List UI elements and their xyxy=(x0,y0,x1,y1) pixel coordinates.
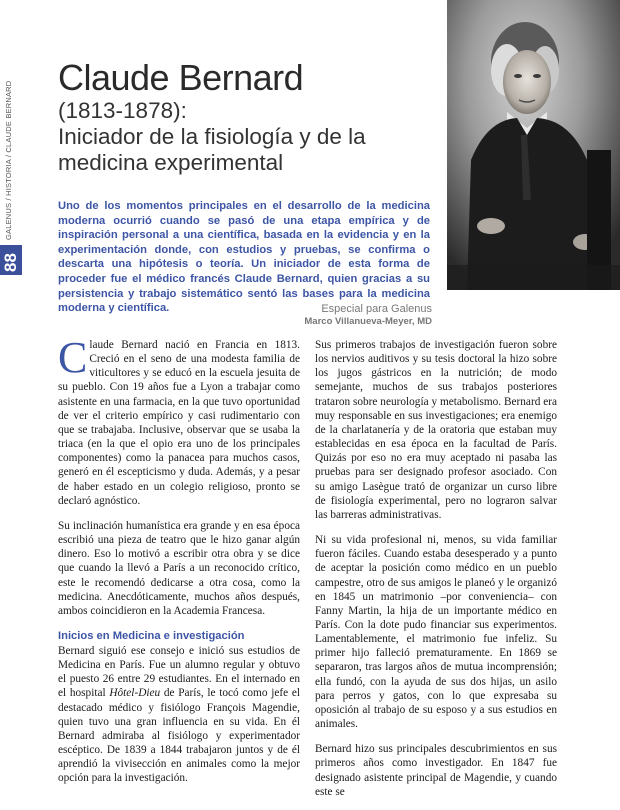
drop-cap: C xyxy=(58,333,88,382)
page-number-box xyxy=(0,245,22,275)
paragraph: Ni su vida profesional ni, menos, su vida familiar fueron fáciles. Cuando estaba desesperado y a punto de aceptar la posición como médico en un pueblo campestre, otro de sus amigos le planeó y le organizó en 1845 un matrimonio –por conveniencia– con Fanny Martin, la hija de un importante médico en París. Con la dote pudo financiar sus experimentos. Lamentablemente, el matrimonio fue infeliz. Su primer hijo falleció prematuramente. En 1869 se separaron, tras largos años de mutua incomprensión; ella fundó, con la ayuda de sus dos hijas, un asilo para perros y gatos, con lo que expresaba su oposición al trabajo de su esposo y a sus estudios en animales. xyxy=(315,534,557,731)
side-strip: GALENUS / HISTORIA / CLAUDE BERNARD 88 xyxy=(0,0,22,802)
byline xyxy=(304,302,432,328)
section-heading: Inicios en Medicina e investigación xyxy=(58,629,245,642)
title-subtitle-line2: medicina experimental xyxy=(58,150,284,175)
paragraph: Sus primeros trabajos de investigación fueron sobre los nervios auditivos y su tesis doctoral la hizo sobre los jugos gástricos en la nutrición; de modo semejante, muchos de sus trabajos posteriores trataron sobre neurología y metabolismo. Bernard era muy responsable en sus investigaciones; era enemigo de la charlatanería y de la oratoria que estaban muy establecidas en esa época en la facultad de París. Quizás por eso no era muy aceptado ni pasaba las pruebas para ser designado profesor asociado. Con su amigo Lasègue trató de organizar un curso libre de fisiología experimental, pero no lograron salvar las barreras administrativas. xyxy=(315,339,557,521)
title-subtitle-line1: Iniciador de la fisiología y de la xyxy=(58,124,366,149)
lead-paragraph: Uno de los momentos principales en el desarrollo de la medicina moderna ocurrió cuando se pasó de una etapa empírica y de inspiración personal a una científica, basada en la evidencia y en la experimentación donde, con estudios y pruebas, se confirma o descarta una hipótesis o teoría. Un iniciador de esta forma de proceder fue el médico francés Claude Bernard, quien gracias a su persistencia y trabajo sistemático sentó las bases para la medicina moderna y científica. xyxy=(58,200,430,315)
title-name: Claude Bernard xyxy=(58,57,304,98)
paragraph: Bernard hizo sus principales descubrimientos en sus primeros años como investigador. En 1847 fue designado asistente principal de Magendie, y cuando este se xyxy=(315,743,557,798)
left-column xyxy=(58,333,300,797)
paragraph: Bernard siguió ese consejo e inició sus estudios de Medicina en París. Fue un alumno regular y obtuvo el puesto 26 entre 29 estudiantes. En el internado en el hospital Hôtel-Dieu de París, le tocó como jefe el destacado médico y fisiólogo François Magendie, quien tuvo una gran influencia en su vida. En él Bernard admiraba al fisiólogo y experimentador escéptico. De 1839 a 1844 trabajaron juntos y de él aprendió la vivisección en animales como la mejor opción para la investigación. xyxy=(58,644,300,785)
paragraph: Su inclinación humanística era grande y en esa época escribió una pieza de teatro que le hizo ganar algún dinero. Eso lo motivó a escribir otra obra y se dice que cuando la llevó a París a un reconocido crítico, este le recomendó dedicarse a otra cosa, como la medicina. Anecdóticamente, muchos años después, ambos coincidieron en la Academia Francesa. xyxy=(58,519,300,617)
article-title xyxy=(58,58,438,176)
paragraph: Claude Bernard nació en Francia en 1813. Creció en el seno de una modesta familia de viticultores y se educó en la escuela jesuita de su pueblo. Con 19 años fue a Lyon a trabajar como asistente en una farmacia, en la que tuvo oportunidad de ver el criterio empírico y casi rudimentario con que se trabajaba. Inclusive, observar que se usaba la triaca (en la que el opio era uno de los principales componentes) como la panacea para muchos casos, generó en él escepticismo y duda. Además, y a pesar de haber estado en un colegio religioso, pronto se declaró agnóstico. xyxy=(58,333,300,507)
page-number: 88 xyxy=(1,253,20,272)
right-column xyxy=(315,338,557,810)
portrait-photo xyxy=(447,0,620,290)
title-dates: (1813-1878): xyxy=(58,98,187,123)
byline-source: Especial para Galenus xyxy=(321,303,432,315)
byline-author: Marco Villanueva-Meyer, MD xyxy=(304,316,432,327)
portrait-illustration xyxy=(447,0,620,290)
